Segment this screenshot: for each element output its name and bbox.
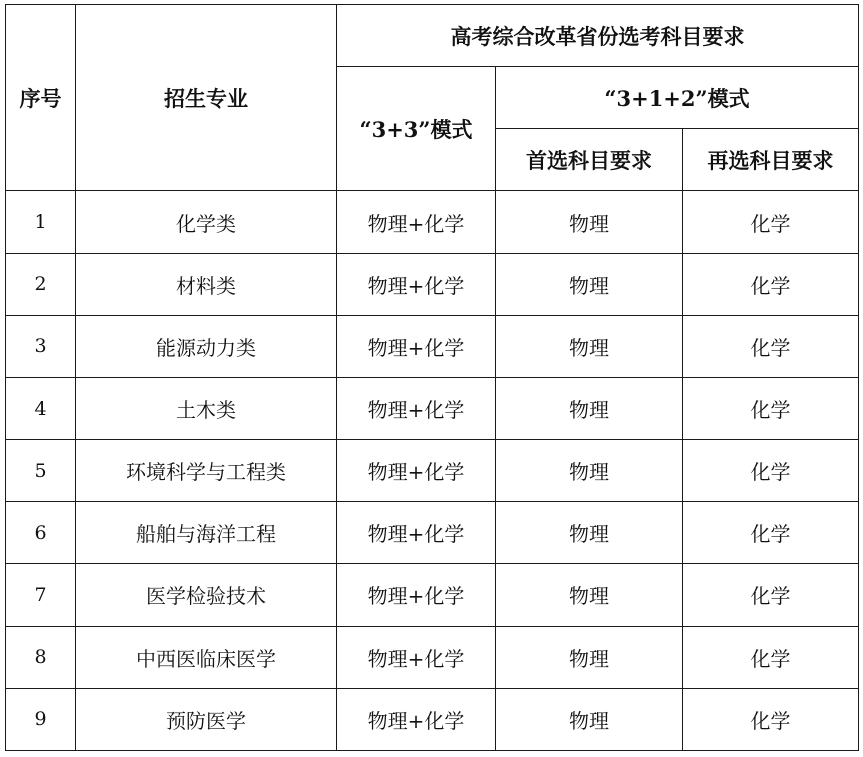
header-row-1 — [6, 5, 859, 67]
first-choice-cell: 物理 — [496, 253, 683, 315]
mode-3-3-cell: 物理+化学 — [337, 253, 496, 315]
table-row — [6, 626, 859, 688]
header-mode-3-1-2: “3+1+2”模式 — [496, 67, 859, 129]
first-choice-cell: 物理 — [496, 502, 683, 564]
second-choice-cell: 化学 — [683, 502, 859, 564]
table-row — [6, 440, 859, 502]
header-subject-group: 高考综合改革省份选考科目要求 — [337, 5, 859, 67]
second-choice-cell: 化学 — [683, 440, 859, 502]
major-cell: 中西医临床医学 — [76, 626, 337, 688]
second-choice-cell: 化学 — [683, 191, 859, 253]
second-choice-cell: 化学 — [683, 688, 859, 750]
table-row — [6, 688, 859, 750]
mode-3-3-cell: 物理+化学 — [337, 626, 496, 688]
table-row — [6, 315, 859, 377]
table-row — [6, 502, 859, 564]
major-cell: 材料类 — [76, 253, 337, 315]
row-number: 6 — [6, 502, 76, 564]
second-choice-cell: 化学 — [683, 564, 859, 626]
table-row — [6, 191, 859, 253]
row-number: 8 — [6, 626, 76, 688]
header-major: 招生专业 — [76, 5, 337, 191]
second-choice-cell: 化学 — [683, 377, 859, 439]
header-first-choice: 首选科目要求 — [496, 129, 683, 191]
mode-3-3-cell: 物理+化学 — [337, 315, 496, 377]
first-choice-cell: 物理 — [496, 191, 683, 253]
mode-3-3-cell: 物理+化学 — [337, 564, 496, 626]
major-cell: 能源动力类 — [76, 315, 337, 377]
row-number: 9 — [6, 688, 76, 750]
header-seq: 序号 — [6, 5, 76, 191]
major-cell: 化学类 — [76, 191, 337, 253]
row-number: 1 — [6, 191, 76, 253]
first-choice-cell: 物理 — [496, 626, 683, 688]
major-cell: 船舶与海洋工程 — [76, 502, 337, 564]
second-choice-cell: 化学 — [683, 253, 859, 315]
table-row — [6, 253, 859, 315]
first-choice-cell: 物理 — [496, 440, 683, 502]
row-number: 3 — [6, 315, 76, 377]
mode-3-3-cell: 物理+化学 — [337, 440, 496, 502]
major-cell: 医学检验技术 — [76, 564, 337, 626]
second-choice-cell: 化学 — [683, 626, 859, 688]
major-cell: 预防医学 — [76, 688, 337, 750]
mode-3-3-cell: 物理+化学 — [337, 191, 496, 253]
first-choice-cell: 物理 — [496, 315, 683, 377]
row-number: 5 — [6, 440, 76, 502]
subject-requirements-table — [5, 4, 859, 751]
table-row — [6, 564, 859, 626]
major-cell: 环境科学与工程类 — [76, 440, 337, 502]
major-cell: 土木类 — [76, 377, 337, 439]
row-number: 2 — [6, 253, 76, 315]
first-choice-cell: 物理 — [496, 564, 683, 626]
first-choice-cell: 物理 — [496, 377, 683, 439]
header-mode-3-3: “3+3”模式 — [337, 67, 496, 191]
row-number: 7 — [6, 564, 76, 626]
table-row — [6, 377, 859, 439]
mode-3-3-cell: 物理+化学 — [337, 688, 496, 750]
mode-3-3-cell: 物理+化学 — [337, 502, 496, 564]
second-choice-cell: 化学 — [683, 315, 859, 377]
header-second-choice: 再选科目要求 — [683, 129, 859, 191]
first-choice-cell: 物理 — [496, 688, 683, 750]
mode-3-3-cell: 物理+化学 — [337, 377, 496, 439]
row-number: 4 — [6, 377, 76, 439]
